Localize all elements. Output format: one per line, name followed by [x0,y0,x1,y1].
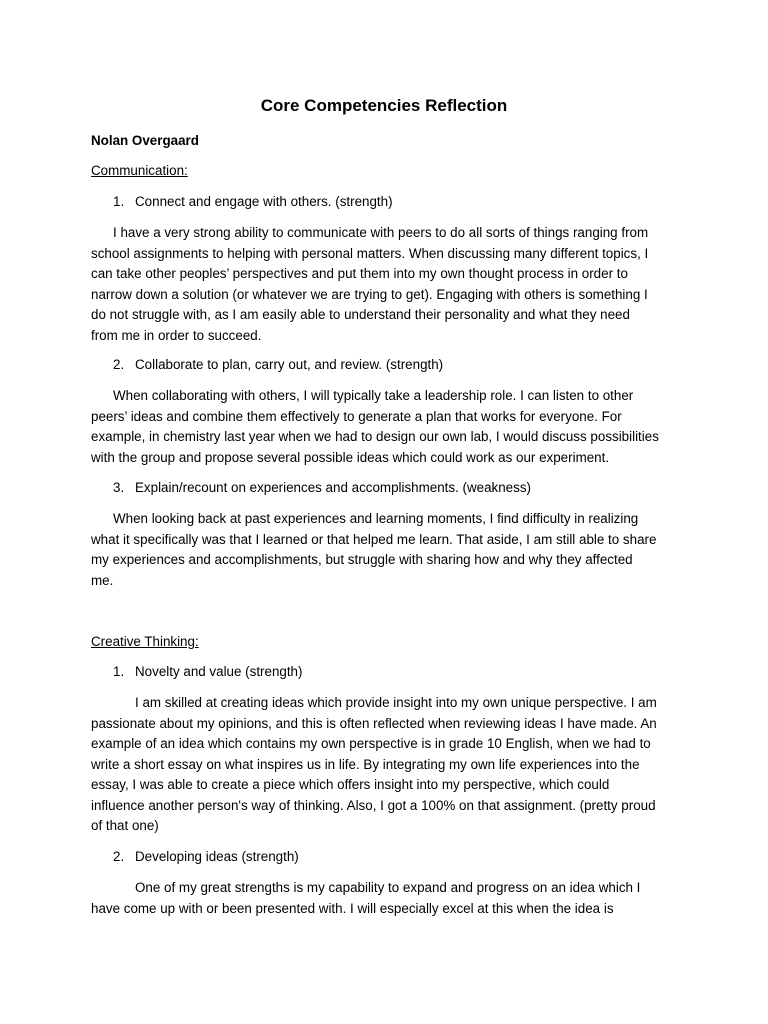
paragraph-line: from me in order to succeed. [91,327,262,343]
paragraph-line: example, in chemistry last year when we had to design our own lab, I would discuss possibilities [91,429,659,444]
list-item-label: Connect and engage with others. (strength) [135,194,393,209]
paragraph-line: can take other peoples’ perspectives and put them into my own thought process in order to [91,266,628,281]
section-heading-communication: Communication: [91,163,188,178]
paragraph-line: When looking back at past experiences and learning moments, I find difficulty in realizing [113,511,639,526]
list-item-communication-2 [113,355,443,375]
list-item-label: Developing ideas (strength) [135,849,299,864]
paragraph-line: I have a very strong ability to communicate with peers to do all sorts of things ranging from [113,225,649,240]
paragraph-line: with the group and propose several possible ideas which could work as our experiment. [91,449,610,465]
list-item-label: Novelty and value (strength) [135,664,303,679]
paragraph-line: school assignments to helping with personal matters. When discussing many different topics, I [91,245,649,261]
paragraph-line: example of an idea which contains my own perspective is in grade 10 English, when we had to [91,736,651,751]
paragraph-communication-1 [91,223,679,346]
paragraph-line: my experiences and accomplishments, but struggle with sharing how and why they affected [91,552,633,567]
paragraph-line: do not struggle with, as I am easily able to understand their personality and what they need [91,307,630,322]
paragraph-line: of that one) [91,818,159,833]
paragraph-line: narrow down a solution (or whatever we are trying to get). Engaging with others is something I [91,286,648,302]
paragraph-line: essay, I was able to create a piece which offers insight into my perspective, which could [91,777,610,792]
paragraph-creative-1 [91,693,679,837]
list-item-number: 1. [113,664,125,679]
paragraph-line: have come up with or been presented with. I will especially excel at this when the idea is [91,900,614,916]
list-item-creative-1 [113,662,302,682]
list-item-number: 2. [113,357,125,372]
list-item-label: Explain/recount on experiences and accomplishments. (weakness) [135,480,531,495]
list-item-communication-1 [113,192,393,212]
paragraph-line: write a short essay on what inspires us in life. By integrating my own life experiences into the [91,756,640,772]
document-title: Core Competencies Reflection [260,96,508,115]
paragraph-communication-2 [91,386,679,468]
list-item-number: 2. [113,849,125,864]
list-item-creative-2 [113,847,299,867]
paragraph-line: what it specifically was that I learned or that helped me learn. That aside, I am still able to share [91,531,657,547]
list-item-label: Collaborate to plan, carry out, and review. (strength) [135,357,444,372]
section-heading-creative-thinking: Creative Thinking: [91,634,199,649]
paragraph-creative-2 [91,878,679,919]
paragraph-line: me. [91,572,114,588]
paragraph-line: One of my great strengths is my capability to expand and progress on an idea which I [135,880,641,895]
paragraph-line: peers’ ideas and combine them effectively to generate a plan that works for everyone. For [91,408,622,424]
paragraph-line: I am skilled at creating ideas which provide insight into my own unique perspective. I am [135,695,657,710]
list-item-communication-3 [113,478,531,498]
list-item-number: 1. [113,194,125,209]
paragraph-line: When collaborating with others, I will typically take a leadership role. I can listen to other [113,388,634,403]
paragraph-line: passionate about my opinions, and this is often reflected when reviewing ideas I have made. An [91,715,657,731]
paragraph-line: influence another person's way of thinking. Also, I got a 100% on that assignment. (pretty proud [91,797,656,813]
author-name: Nolan Overgaard [91,133,199,148]
list-item-number: 3. [113,480,125,495]
paragraph-communication-3 [91,509,679,591]
